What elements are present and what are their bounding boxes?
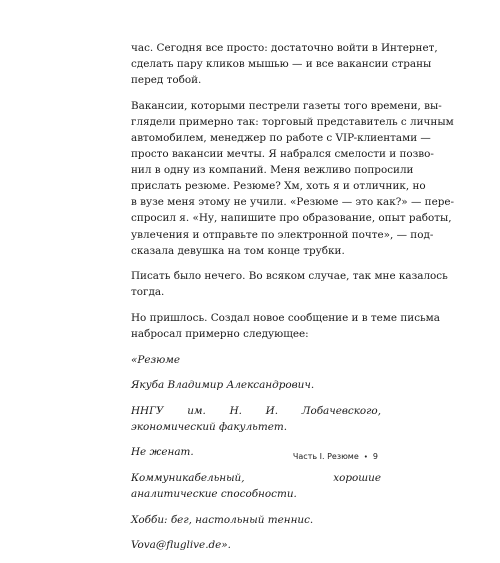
page-footer [293,452,378,461]
text-line: сделать пару кликов мышью — и все вакансии страны [131,58,432,71]
resume-education: ННГУ им. Н. И. Лобачевского, экономический факультет. [131,404,381,433]
text-line: перед тобой. [131,74,202,87]
resume-skills: Коммуникабельный, хорошие аналитические способности. [131,472,381,501]
body-text [131,40,455,563]
text-line: набросал примерно следующее: [131,328,309,340]
page-number: 9 [372,452,378,461]
paragraph-4 [131,310,440,342]
paragraph-2 [131,98,455,259]
resume-email: Vova@fluglive.de». [131,539,231,552]
text-line: спросил я. «Ну, напишите про образование, опыт работы, [131,212,452,225]
resume-heading: «Резюме [131,353,181,366]
resume-name: Якуба Владимир Александрович. [131,379,315,392]
paragraph-1 [131,40,438,88]
text-line: автомобилем, менеджер по работе с VIP-клиентами — [131,131,431,144]
footer-separator: • [363,453,368,461]
text-line: прислать резюме. Резюме? Хм, хоть я и отличник, но [131,180,426,193]
text-line: в вузе меня этому не учили. «Резюме — это как?» — пере- [131,196,455,209]
text-line: Писать было нечего. Во всяком случае, так мне казалось [131,270,448,283]
text-line: нил в одну из компаний. Меня вежливо попросили [131,164,414,177]
text-line: сказала девушка на том конце трубки. [131,244,345,257]
footer-section-title: Часть I. Резюме [292,452,359,461]
text-line: увлечения и отправьте по электронной почте», — под- [131,228,434,241]
text-line: Вакансии, которыми пестрели газеты того времени, вы- [131,99,442,112]
text-line: Но пришлось. Создал новое сообщение и в теме письма [131,311,440,324]
text-line: глядели примерно так: торговый представитель с личным [131,115,454,128]
text-line: просто вакансии мечты. Я набрался смелости и позво- [131,148,434,161]
paragraph-3 [131,268,448,300]
resume-hobbies: Хобби: бег, настольный теннис. [131,513,314,526]
resume-marital-status: Не женат. [131,446,194,459]
text-line: тогда. [131,286,165,299]
text-line: час. Сегодня все просто: достаточно войти в Интернет, [131,42,438,54]
